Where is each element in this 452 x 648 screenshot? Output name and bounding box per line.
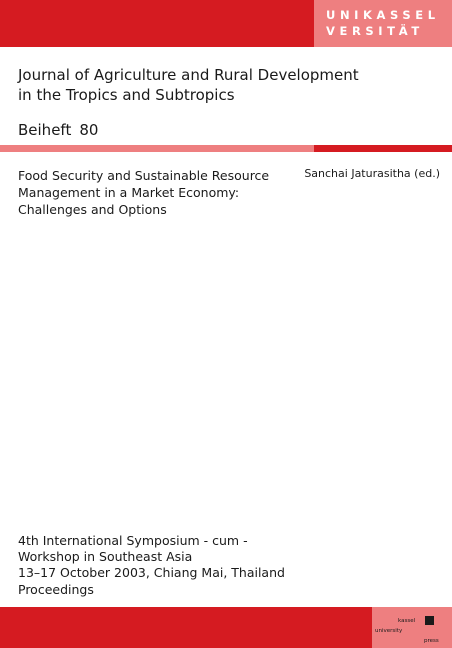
publisher-logo [372, 607, 452, 648]
book-title-line-1: Food Security and Sustainable Resource [18, 168, 270, 183]
event-info [18, 533, 318, 598]
middle-red-band [314, 145, 452, 152]
event-line-3: 13–17 October 2003, Chiang Mai, Thailand [18, 565, 285, 581]
top-red-band [0, 0, 314, 47]
publisher-line-1: kassel [398, 618, 416, 624]
supplement-number [18, 121, 98, 139]
publisher-line-2: university [375, 628, 403, 634]
event-line-1: 4th International Symposium - cum - [18, 533, 248, 548]
university-logo [314, 0, 452, 47]
logo-line-2: VERSITÄT [326, 24, 424, 38]
editor-name: Sanchai Jaturasitha (ed.) [304, 167, 440, 180]
square-icon [425, 616, 434, 625]
bottom-red-band [0, 607, 372, 648]
event-line-4: Proceedings [18, 581, 94, 597]
book-title-line-3: Challenges and Options [18, 202, 167, 217]
book-title [18, 167, 288, 218]
publisher-line-3: press [424, 638, 439, 644]
book-title-line-2: Management in a Market Economy: [18, 185, 240, 200]
journal-title-line-1: Journal of Agriculture and Rural Development [18, 66, 359, 84]
beiheft-label: Beiheft [18, 121, 72, 139]
journal-title [18, 65, 359, 105]
beiheft-number: 80 [79, 121, 99, 139]
journal-title-line-2: in the Tropics and Subtropics [18, 86, 235, 104]
middle-pink-band [0, 145, 314, 152]
logo-line-1: UNIKASSEL [326, 8, 440, 22]
event-line-2: Workshop in Southeast Asia [18, 549, 193, 565]
